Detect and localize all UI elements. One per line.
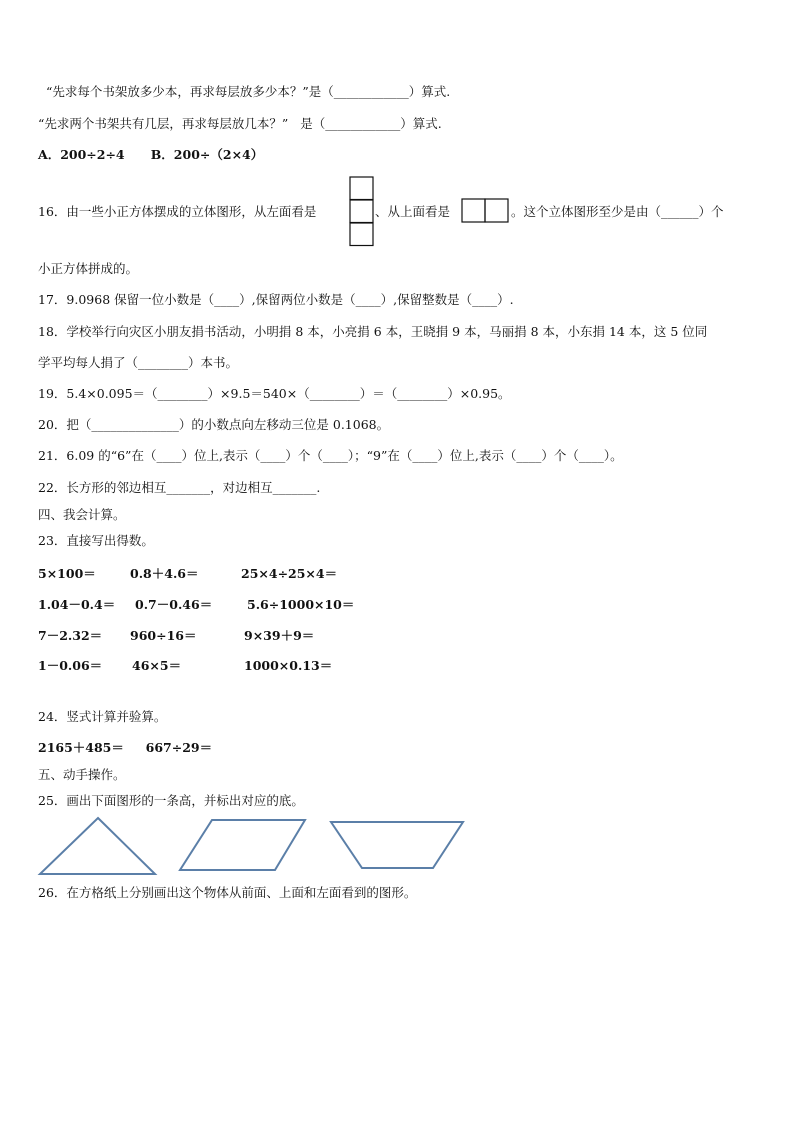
triangle-shape [40,818,155,874]
section-4-heading: 四、我会计算。 [38,507,126,522]
q17: 17．9.0968 保留一位小数是（____）,保留两位小数是（____）,保留整数是（____）. [38,292,514,307]
calc-item: 1000×0.13＝ [244,658,333,673]
q26: 26．在方格纸上分别画出这个物体从前面、上面和左面看到的图形。 [38,885,417,900]
q15-line-2: “先求两个书架共有几层，再求每层放几本？” 是（____________）算式. [38,116,442,131]
calc-row-4 [38,656,333,716]
q16-text-a: 16．由一些小正方体摆成的立体图形，从左面看是 [38,204,317,219]
q15-line-1: “先求每个书架放多少本，再求每层放多少本？”是（____________）算式. [46,84,451,99]
top-view-figure [461,198,511,224]
q18-line-1: 18．学校举行向灾区小朋友捐书活动，小明捐 8 本，小亮捐 6 本，王晓捐 9 本，马丽捐 8 本，小东捐 14 本，这 5 位同 [38,324,708,339]
left-view-figure [349,176,375,248]
q19: 19．5.4×0.095＝（________）×9.5＝540×（________）＝（________）×0.95。 [38,386,511,401]
q18-line-2: 学平均每人捐了（________）本书。 [38,355,239,370]
calc-item: 46×5＝ [132,658,182,673]
calc-item: 5.6÷1000×10＝ [247,597,355,612]
calc-item: 1－0.06＝ [38,658,103,673]
q25-shapes [30,810,470,880]
q24: 24．竖式计算并验算。 [38,709,167,724]
calc-item: 0.7－0.46＝ [135,597,213,612]
q16-text-c: 。这个立体图形至少是由（______）个 [511,204,724,219]
parallelogram-shape [180,820,305,870]
q16-text-b: 、从上面看是 [375,204,451,219]
section-5-heading: 五、动手操作。 [38,767,126,782]
calc-item: 25×4÷25×4＝ [241,566,338,581]
q24-expressions: 2165＋485＝ 667÷29＝ [38,740,213,755]
q15-options: A．200÷2÷4 B．200÷（2×4） [38,147,264,162]
q22: 22．长方形的邻边相互_______，对边相互_______. [38,480,321,495]
calc-item: 7－2.32＝ [38,628,103,643]
q21: 21．6.09 的“6”在（____）位上,表示（____）个（____）；“9”在（____）位上,表示（____）个（____）。 [38,448,623,463]
trapezoid-shape [331,822,463,868]
calc-item: 5×100＝ [38,566,96,581]
q23: 23．直接写出得数。 [38,533,154,548]
calc-item: 1.04－0.4＝ [38,597,116,612]
q25: 25．画出下面图形的一条高，并标出对应的底。 [38,793,304,808]
calc-item: 9×39＋9＝ [244,628,315,643]
calc-item: 0.8＋4.6＝ [130,566,199,581]
q20: 20．把（______________）的小数点向左移动三位是 0.1068。 [38,417,390,432]
calc-item: 960÷16＝ [130,628,197,643]
q16-text-d: 小正方体拼成的。 [38,261,139,276]
